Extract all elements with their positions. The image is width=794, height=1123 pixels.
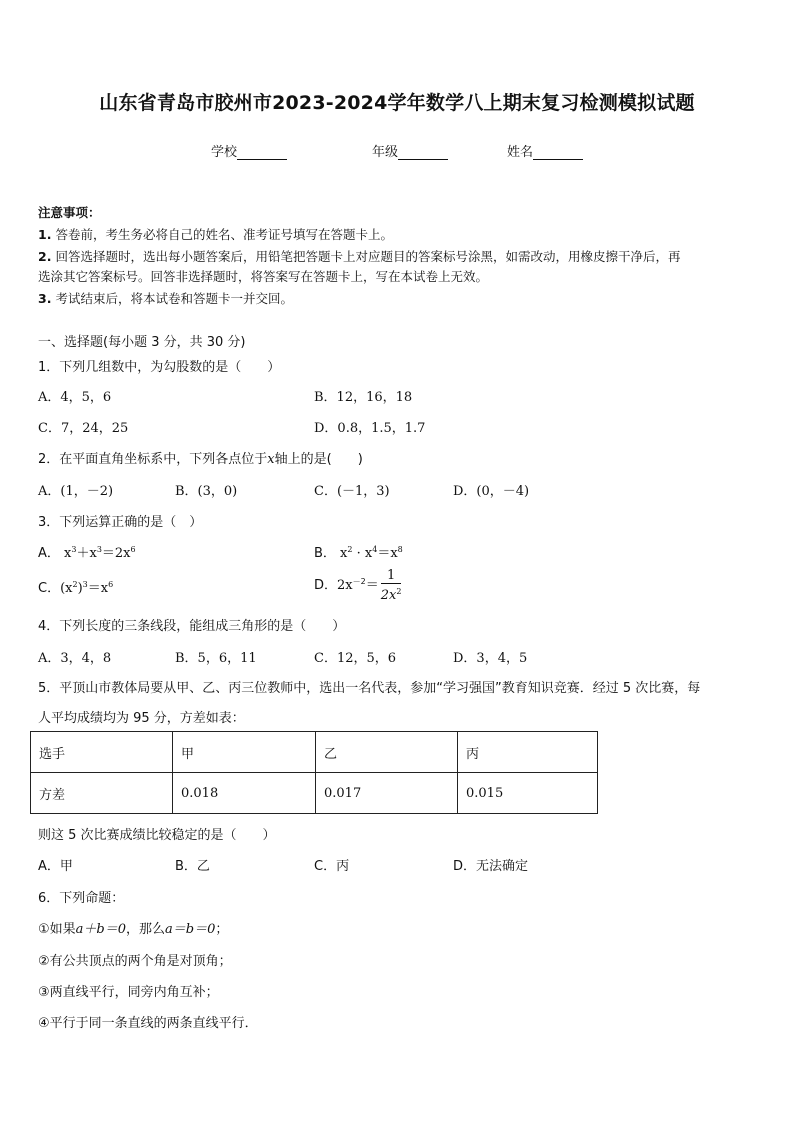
table-cell: 0.017 [316,773,458,814]
grade-field [372,141,448,160]
variance-table [30,731,598,814]
note-2-line-2: 选涂其它答案标号。回答非选择题时，将答案写在答题卡上，写在本试卷上无效。 [38,269,489,284]
notes-heading: 注意事项： [38,205,101,220]
name-field [507,141,583,160]
q1-option-a: A．4，5，6 [38,390,112,405]
table-cell: 乙 [316,732,458,773]
q5-option-b: B．乙 [175,859,210,874]
q6-statement-3: ③两直线平行，同旁内角互补； [38,985,219,1000]
school-label: 学校 [211,145,238,160]
q5-option-c: C．丙 [314,859,350,874]
q5-stem-line-1: 5．平顶山市教体局要从甲、乙、丙三位教师中，选出一名代表，参加“学习强国”教育知识竞赛．经过 5 次比赛，每 [38,681,701,696]
q6-statement-2: ②有公共顶点的两个角是对顶角； [38,954,232,969]
table-cell: 甲 [173,732,316,773]
q4-stem: 4．下列长度的三条线段，能组成三角形的是（ ） [38,619,346,634]
table-cell: 方差 [31,773,173,814]
q5-stem-line-2: 人平均成绩均为 95 分，方差如表： [38,711,245,726]
exam-title: 山东省青岛市胶州市2023-2024学年数学八上期末复习检测模拟试题 [99,92,695,114]
school-field [211,141,287,160]
q1-stem: 1．下列几组数中，为勾股数的是（ ） [38,360,281,375]
table-cell: 选手 [31,732,173,773]
q2-option-b: B．(3，0) [175,484,238,499]
fraction: $\frac{1}{2x^2}$ [380,568,402,603]
q1-option-c: C．7，24，25 [38,421,129,436]
q4-option-d: D．3，4，5 [453,651,528,666]
q5-question: 则这 5 次比赛成绩比较稳定的是（ ） [38,828,276,843]
table-row [31,773,598,814]
q3-option-b: B． $x^2 \cdot x^4=x^8$ [314,545,403,561]
q4-option-c: C．12，5，6 [314,651,397,666]
note-2-line-1: 2. 回答选择题时，选出每小题答案后，用铅笔把答题卡上对应题目的答案标号涂黑，如需改动，用橡皮擦干净后，再 [38,249,681,264]
name-label: 姓名 [507,145,534,160]
school-blank [237,145,287,160]
q1-option-b: B．12，16，18 [314,390,413,405]
q4-option-b: B．5，6，11 [175,651,257,666]
q2-option-c: C．(－1，3) [314,484,390,499]
grade-blank [398,145,448,160]
q3-stem: 3．下列运算正确的是（ ） [38,515,203,530]
q4-option-a: A．3，4，8 [38,651,112,666]
q6-statement-4: ④平行于同一条直线的两条直线平行． [38,1016,258,1031]
q6-stem: 6．下列命题： [38,891,125,906]
table-header-row [31,732,598,773]
grade-label: 年级 [372,145,399,160]
q5-option-a: A．甲 [38,859,73,874]
table-cell: 丙 [458,732,598,773]
note-3: 3. 考试结束后，将本试卷和答题卡一并交回。 [38,291,293,306]
q2-option-a: A．(1，－2) [38,484,114,499]
q3-option-a: A． $x^3+x^3=2x^6$ [38,545,136,561]
table-cell: 0.015 [458,773,598,814]
name-blank [533,145,583,160]
section-heading: 一、选择题(每小题 3 分，共 30 分) [38,335,246,350]
q5-option-d: D．无法确定 [453,859,529,874]
table-cell: 0.018 [173,773,316,814]
q2-option-d: D．(0，－4) [453,484,530,499]
q1-option-d: D．0.8，1.5，1.7 [314,421,426,436]
note-1: 1. 答卷前，考生务必将自己的姓名、准考证号填写在答题卡上。 [38,227,393,242]
q3-option-d: D．$2x^{-2}=$ $\frac{1}{2x^2}$ [314,568,402,603]
q3-option-c: C．$(x^2)^3=x^6$ [38,580,114,596]
q2-stem: 2．在平面直角坐标系中，下列各点位于x轴上的是( ) [38,452,363,467]
q6-statement-1: ①如果a＋b＝0，那么a＝b＝0； [38,922,229,937]
